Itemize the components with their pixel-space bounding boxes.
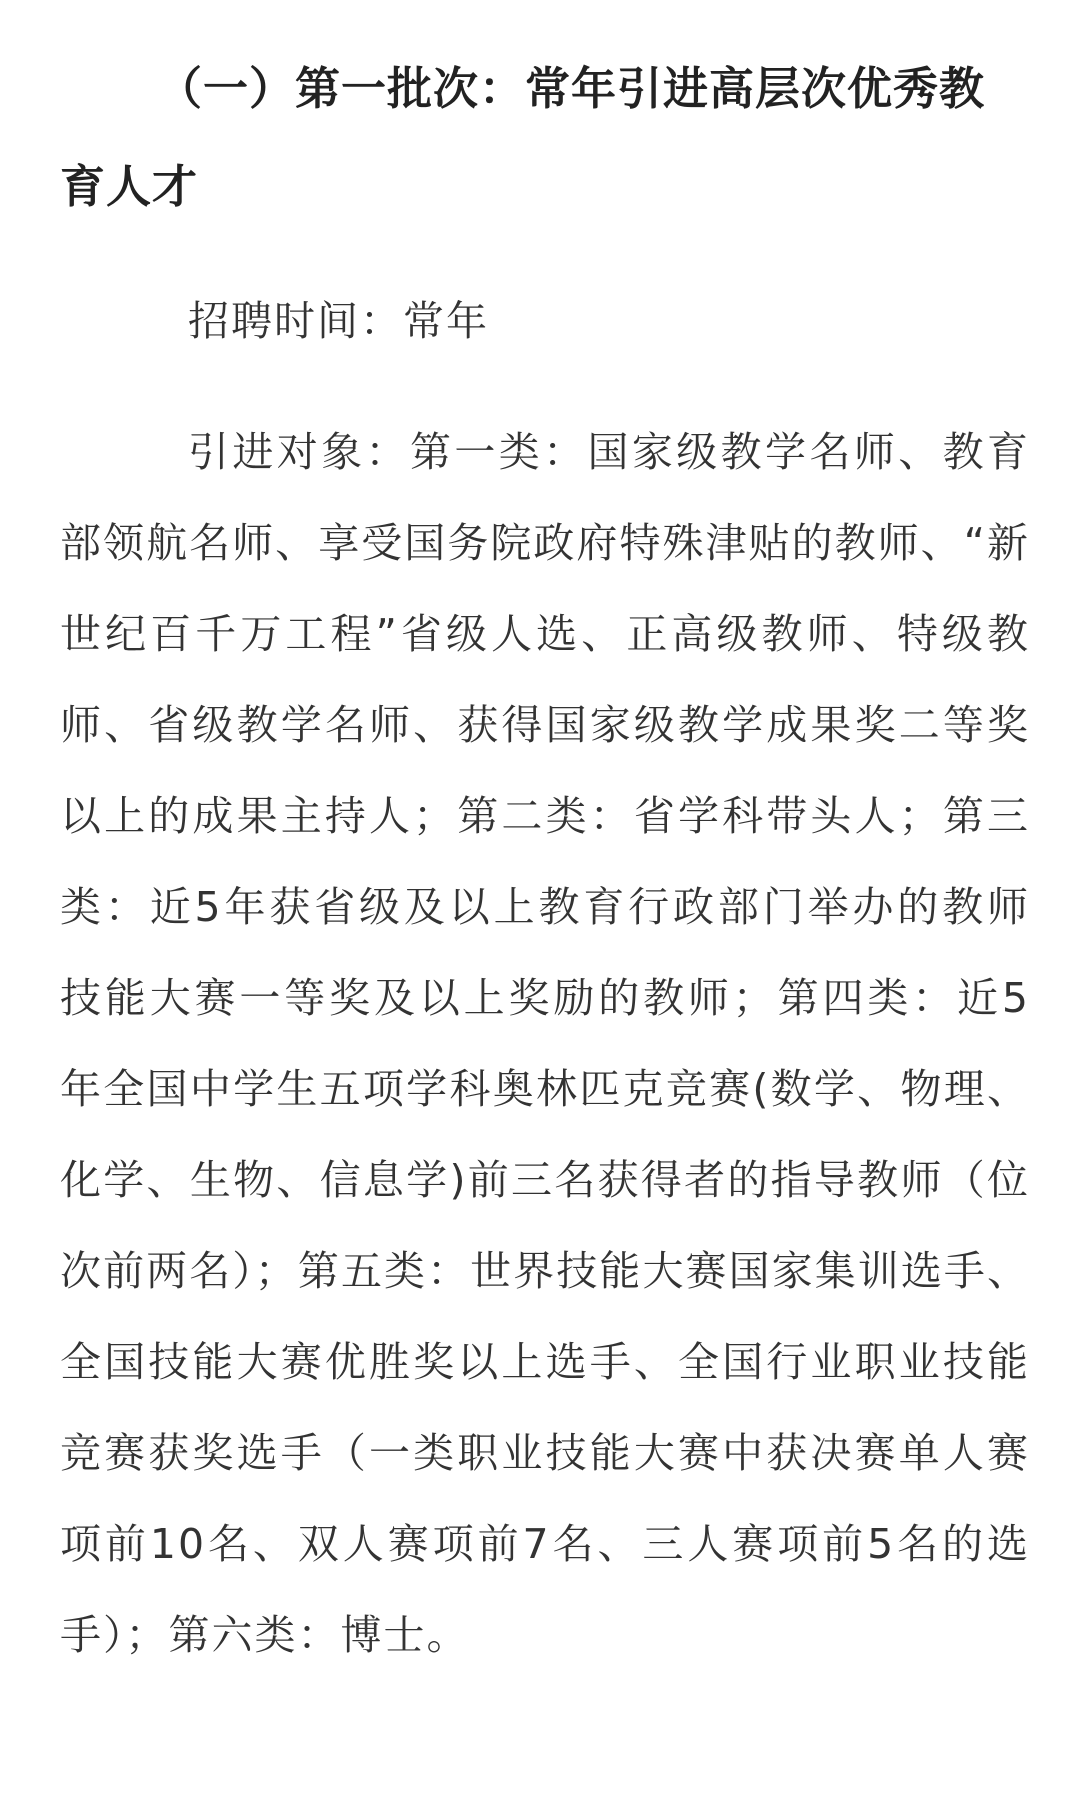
- target-persons-paragraph: 引进对象：第一类：国家级教学名师、教育部领航名师、享受国务院政府特殊津贴的教师、“新世纪百千万工程”省级人选、正高级教师、特级教师、省级教学名师、获得国家级教学成果奖二等奖以上的成果主持人；第二类：省学科带头人；第三类：近5年获省级及以上教育行政部门举办的教师技能大赛一等奖及以上奖励的教师；第四类：近5年全国中学生五项学科奥林匹克竞赛(数学、物理、化学、生物、信息学)前三名获得者的指导教师（位次前两名）；第五类：世界技能大赛国家集训选手、全国技能大赛优胜奖以上选手、全国行业职业技能竞赛获奖选手（一类职业技能大赛中获决赛单人赛项前10名、双人赛项前7名、三人赛项前5名的选手）；第六类：博士。: [60, 428, 1030, 1659]
- section-heading: （一）第一批次：常年引进高层次优秀教育人才: [60, 62, 986, 213]
- recruitment-time-paragraph: 招聘时间：常年: [188, 297, 489, 345]
- document-body: [60, 40, 1030, 1681]
